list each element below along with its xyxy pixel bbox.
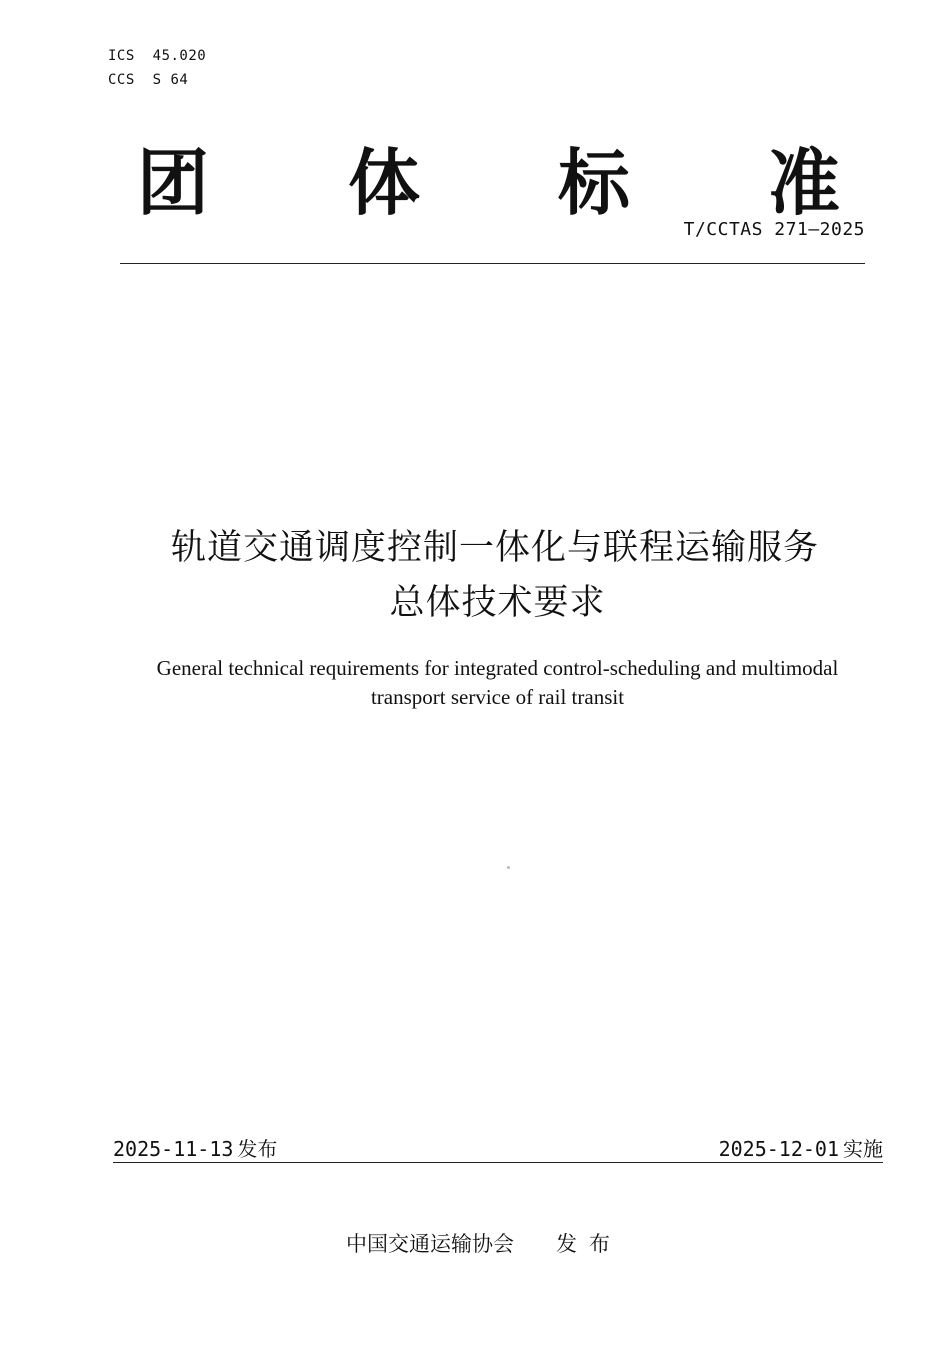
document-type-char-1: 团: [137, 141, 210, 225]
issue-date-line: [113, 1133, 277, 1162]
document-type-char-3: 标: [558, 141, 631, 225]
document-type-char-4: 准: [768, 141, 841, 225]
ics-code: ICS 45.020: [108, 48, 207, 64]
ccs-code: CCS S 64: [108, 72, 189, 88]
implementation-label: 实施: [843, 1137, 883, 1161]
implementation-date: 2025-12-01: [718, 1137, 839, 1161]
implementation-date-line: [719, 1133, 883, 1162]
english-title-line-2: transport service of rail transit: [370, 685, 625, 709]
standard-number: T/CCTAS 271—2025: [683, 219, 865, 240]
document-type-char-2: 体: [348, 141, 421, 225]
issue-label: 发布: [237, 1137, 278, 1161]
publisher-action: 发布: [556, 1232, 622, 1256]
publisher-name: 中国交通运输协会: [346, 1232, 514, 1256]
chinese-title-line-1: 轨道交通调度控制一体化与联程运输服务: [170, 528, 819, 568]
chinese-title-line-2: 总体技术要求: [389, 583, 606, 623]
english-title-line-1: General technical requirements for integrated control-scheduling and multimodal: [156, 656, 839, 680]
footer-divider: [113, 1162, 883, 1163]
issue-date: 2025-11-13: [113, 1137, 234, 1161]
scan-speck: [507, 866, 510, 869]
publisher-line: [346, 1228, 622, 1258]
header-divider: [120, 263, 865, 264]
